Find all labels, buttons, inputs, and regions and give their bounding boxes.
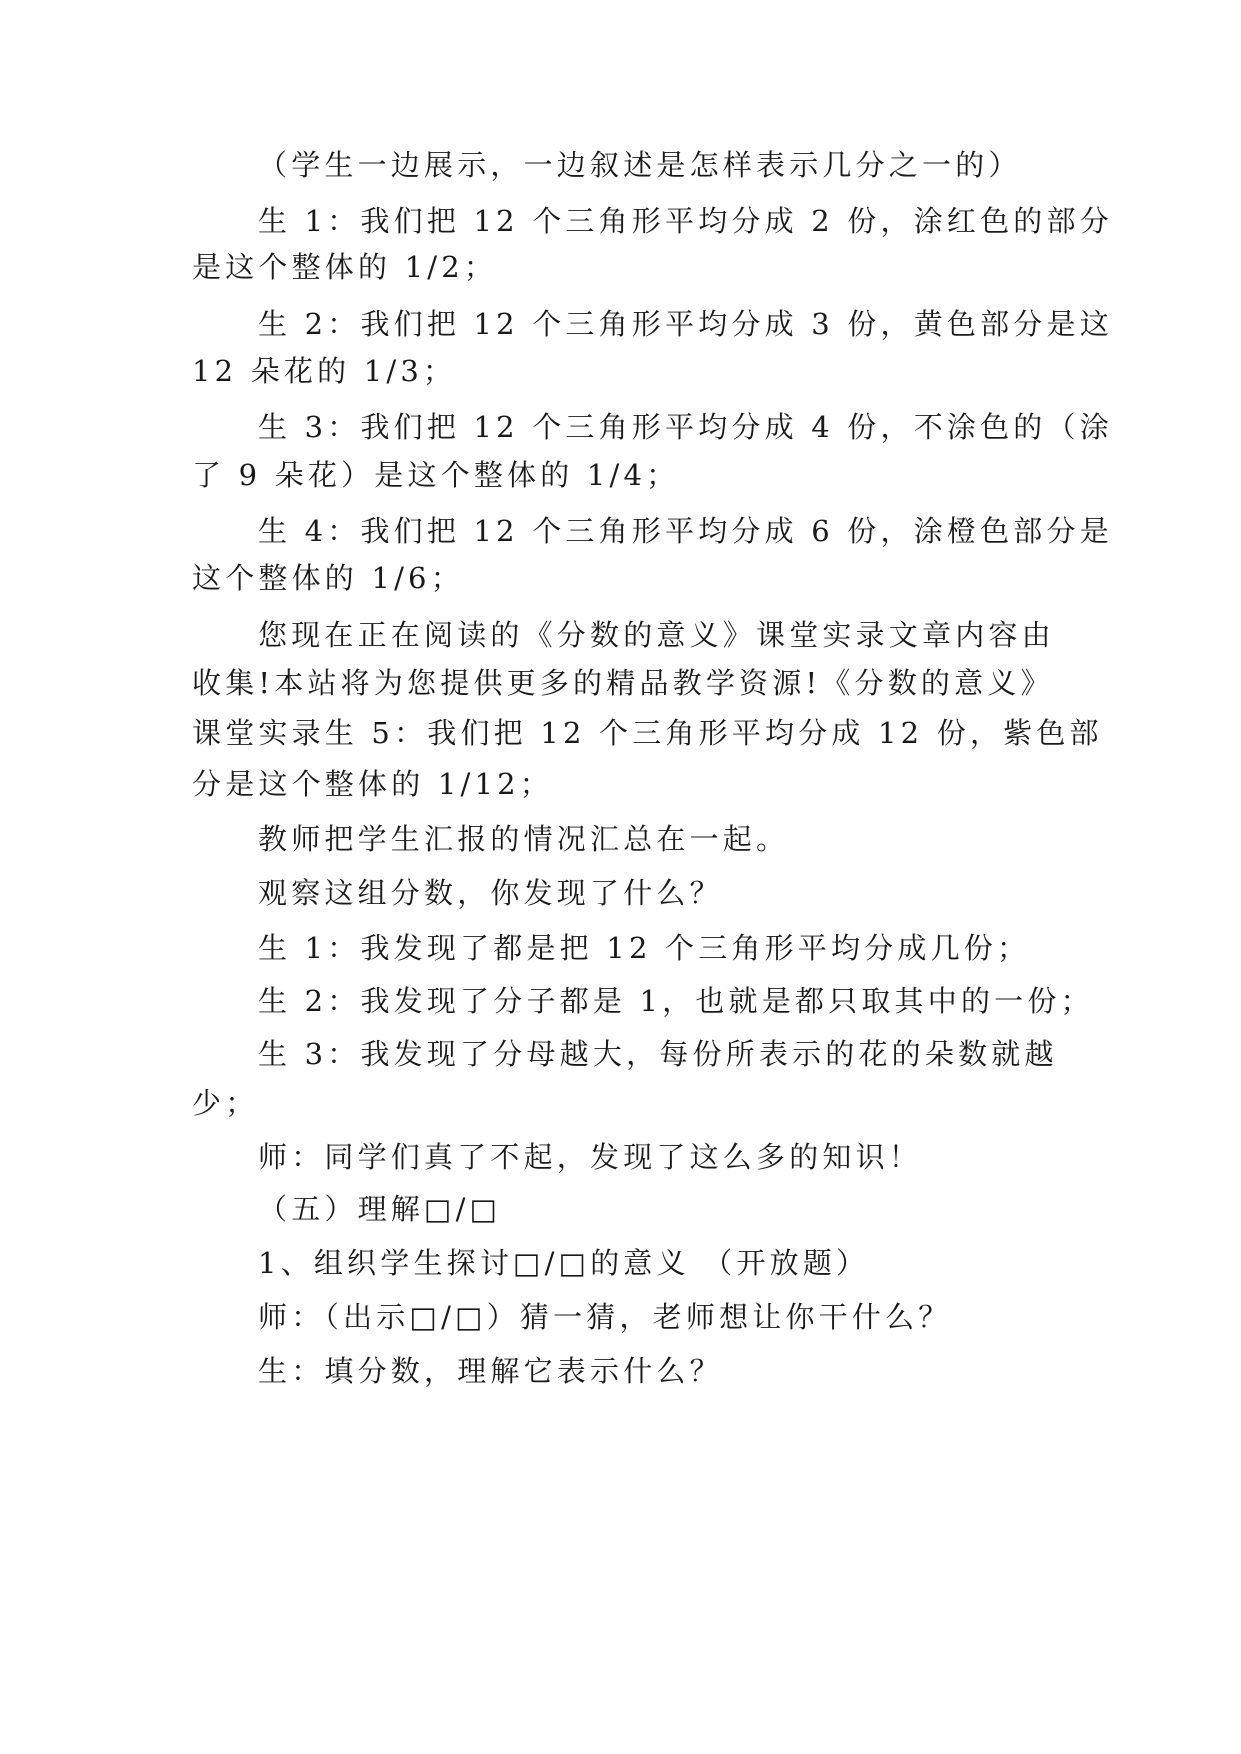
paragraph-line: 生：填分数，理解它表示什么？ — [258, 1354, 723, 1388]
paragraph-line: 少； — [192, 1086, 259, 1120]
paragraph-line: 教师把学生汇报的情况汇总在一起。 — [258, 822, 790, 856]
paragraph-line: 了 9 朵花）是这个整体的 1/4； — [192, 458, 680, 492]
paragraph-line: 生 1：我发现了都是把 12 个三角形平均分成几份； — [258, 931, 1031, 965]
paragraph-line: （学生一边展示，一边叙述是怎样表示几分之一的） — [258, 148, 1022, 182]
paragraph-line: 生 3：我发现了分母越大，每份所表示的花的朵数就越 — [258, 1037, 1058, 1071]
paragraph-line: 生 4：我们把 12 个三角形平均分成 6 份，涂橙色部分是 — [258, 514, 1113, 548]
paragraph-line: 分是这个整体的 1/12； — [192, 767, 553, 801]
paragraph-line: 生 1：我们把 12 个三角形平均分成 2 份，涂红色的部分 — [258, 204, 1113, 238]
paragraph-line: 师：（出示□/□）猜一猜，老师想让你干什么？ — [258, 1300, 952, 1334]
paragraph-line: 1、组织学生探讨□/□的意义 （开放题） — [258, 1246, 870, 1280]
paragraph-line: 观察这组分数，你发现了什么？ — [258, 876, 723, 910]
paragraph-line: 生 2：我们把 12 个三角形平均分成 3 份，黄色部分是这 — [258, 307, 1113, 341]
paragraph-line: 12 朵花的 1/3； — [192, 354, 457, 388]
paragraph-line: 课堂实录生 5：我们把 12 个三角形平均分成 12 份，紫色部 — [192, 716, 1103, 750]
paragraph-line: 这个整体的 1/6； — [192, 561, 464, 595]
paragraph-line: 您现在正在阅读的《分数的意义》课堂实录文章内容由 — [258, 618, 1055, 652]
paragraph-line: 收集!本站将为您提供更多的精品教学资源!《分数的意义》 — [192, 666, 1054, 700]
paragraph-line: 是这个整体的 1/2； — [192, 250, 498, 284]
paragraph-line: 生 3：我们把 12 个三角形平均分成 4 份，不涂色的（涂 — [258, 410, 1113, 444]
paragraph-line: 生 2：我发现了分子都是 1，也就是都只取其中的一份； — [258, 984, 1094, 1018]
paragraph-line: 师：同学们真了不起，发现了这么多的知识！ — [258, 1140, 923, 1174]
section-heading: （五）理解□/□ — [258, 1192, 502, 1226]
